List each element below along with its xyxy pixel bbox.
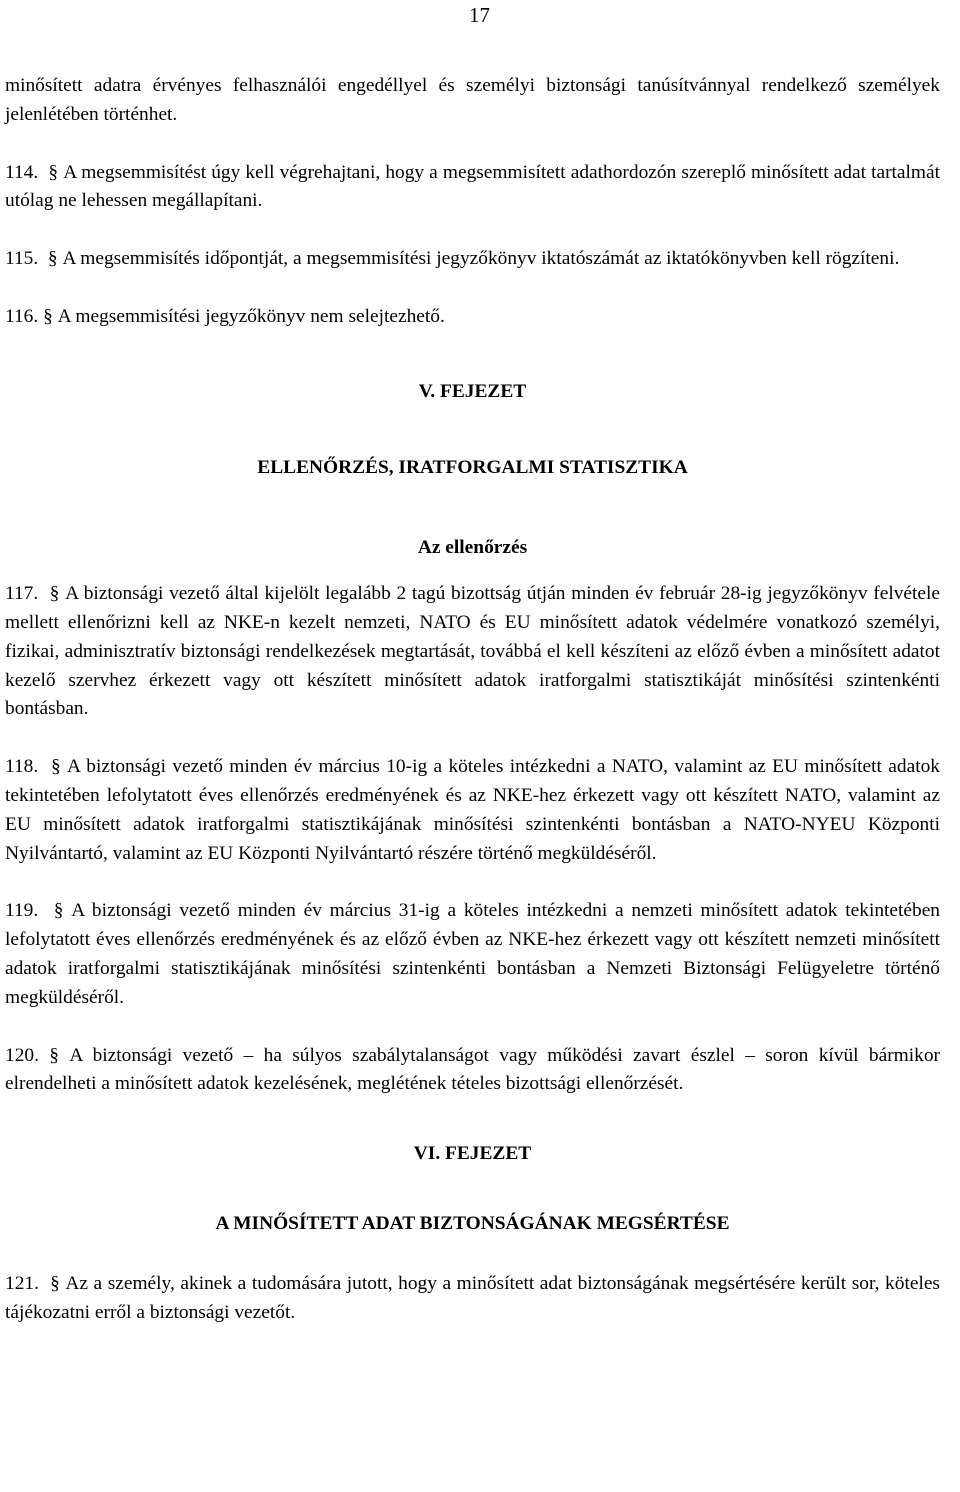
paragraph-120 <box>5 1042 940 1100</box>
paragraph-text: A biztonsági vezető – ha súlyos szabálytalanságot vagy működési zavart észlel – soron kívül bármikor elrendelheti a minősített adatok kezelésének, meglétének tételes bizottsági ellenőrzését. <box>5 1044 940 1095</box>
paragraph-117 <box>5 580 940 724</box>
paragraph-number: 114. <box>5 161 39 183</box>
paragraph-text: A biztonsági vezető minden év március 10-ig a köteles intézkedni a NATO, valamint az EU minősített adatok tekintetében lefolytatott éves ellenőrzés eredményének és az NKE-hez érkezett vagy ott készített NATO, valamint az EU minősített adatok iratforgalmi statisztikájának minősítési szintenkénti bontásban a NATO-NYEU Központi Nyilvántartó, valamint az EU Központi Nyilvántartó részére történő megküldéséről. <box>5 756 940 864</box>
section-sign: § <box>48 161 59 183</box>
paragraph-114 <box>5 159 940 217</box>
paragraph-119 <box>5 897 940 1012</box>
paragraph-116 <box>5 303 940 332</box>
section-sign: § <box>47 248 58 270</box>
paragraph-continuation <box>5 72 940 130</box>
paragraph-number: 118. <box>5 756 39 778</box>
section-sign: § <box>50 756 61 778</box>
paragraph-text: Az a személy, akinek a tudomására jutott, hogy a minősített adat biztonságának megsértésére került sor, köteles tájékozatni erről a biztonsági vezetőt. <box>5 1272 940 1323</box>
chapter-number: VI. FEJEZET <box>413 1143 532 1165</box>
paragraph-text: A megsemmisítés időpontját, a megsemmisítési jegyzőkönyv iktatószámát az iktatókönyvben kell rögzíteni. <box>62 248 900 270</box>
document-body <box>5 72 940 1327</box>
paragraph-118 <box>5 753 940 868</box>
chapter-title: A MINŐSÍTETT ADAT BIZTONSÁGÁNAK MEGSÉRTÉSE <box>215 1212 730 1234</box>
paragraph-121 <box>5 1270 940 1328</box>
paragraph-text: A biztonsági vezető által kijelölt legalább 2 tagú bizottság útján minden év február 28-ig jegyzőkönyv felvétele mellett ellenőrizni kell az NKE-n kezelt nemzeti, NATO és EU minősített adatok védelmére vonatkozó személyi, fizikai, adminisztratív biztonsági rendelkezések megtartását, továbbá el kell készíteni az előző évben a minősített adatot kezelő szervhez érkezett vagy ott készített minősített adatok iratforgalmi statisztikáját minősítési szintenkénti bontásban. <box>5 583 940 720</box>
paragraph-number: 121. <box>5 1272 39 1294</box>
chapter-subtitle: Az ellenőrzés <box>417 537 528 559</box>
section-sign: § <box>49 583 60 605</box>
paragraph-text: A megsemmisítési jegyzőkönyv nem selejtezhető. <box>57 305 445 327</box>
chapter-number: V. FEJEZET <box>418 380 527 402</box>
paragraph-text: A megsemmisítést úgy kell végrehajtani, hogy a megsemmisített adathordozón szereplő minősített adat tartalmát utólag ne lehessen megállapítani. <box>5 161 940 212</box>
paragraph-115 <box>5 245 940 274</box>
section-sign: § <box>49 1044 59 1066</box>
section-sign: § <box>43 305 53 327</box>
section-sign: § <box>50 1272 60 1294</box>
paragraph-text: minősített adatra érvényes felhasználói engedéllyel és személyi biztonsági tanúsítvánnyal rendelkező személyek jelenlétében történhet. <box>5 75 940 125</box>
paragraph-number: 116. <box>5 305 39 327</box>
chapter-title: ELLENŐRZÉS, IRATFORGALMI STATISZTIKA <box>257 456 688 478</box>
paragraph-number: 119. <box>5 900 39 922</box>
paragraph-number: 117. <box>5 583 39 605</box>
paragraph-number: 115. <box>5 248 39 270</box>
section-sign: § <box>53 900 64 922</box>
page-number: 17 <box>469 3 490 27</box>
paragraph-text: A biztonsági vezető minden év március 31-ig a köteles intézkedni a nemzeti minősített adatok tekintetében lefolytatott éves ellenőrzés eredményének és az előző évben az NKE-hez érkezett vagy ott készített nemzeti minősített adatok iratforgalmi statisztikájának minősítési szintenkénti bontásban a Nemzeti Biztonsági Felügyeletre történő megküldéséről. <box>5 900 941 1008</box>
paragraph-number: 120. <box>5 1044 39 1066</box>
